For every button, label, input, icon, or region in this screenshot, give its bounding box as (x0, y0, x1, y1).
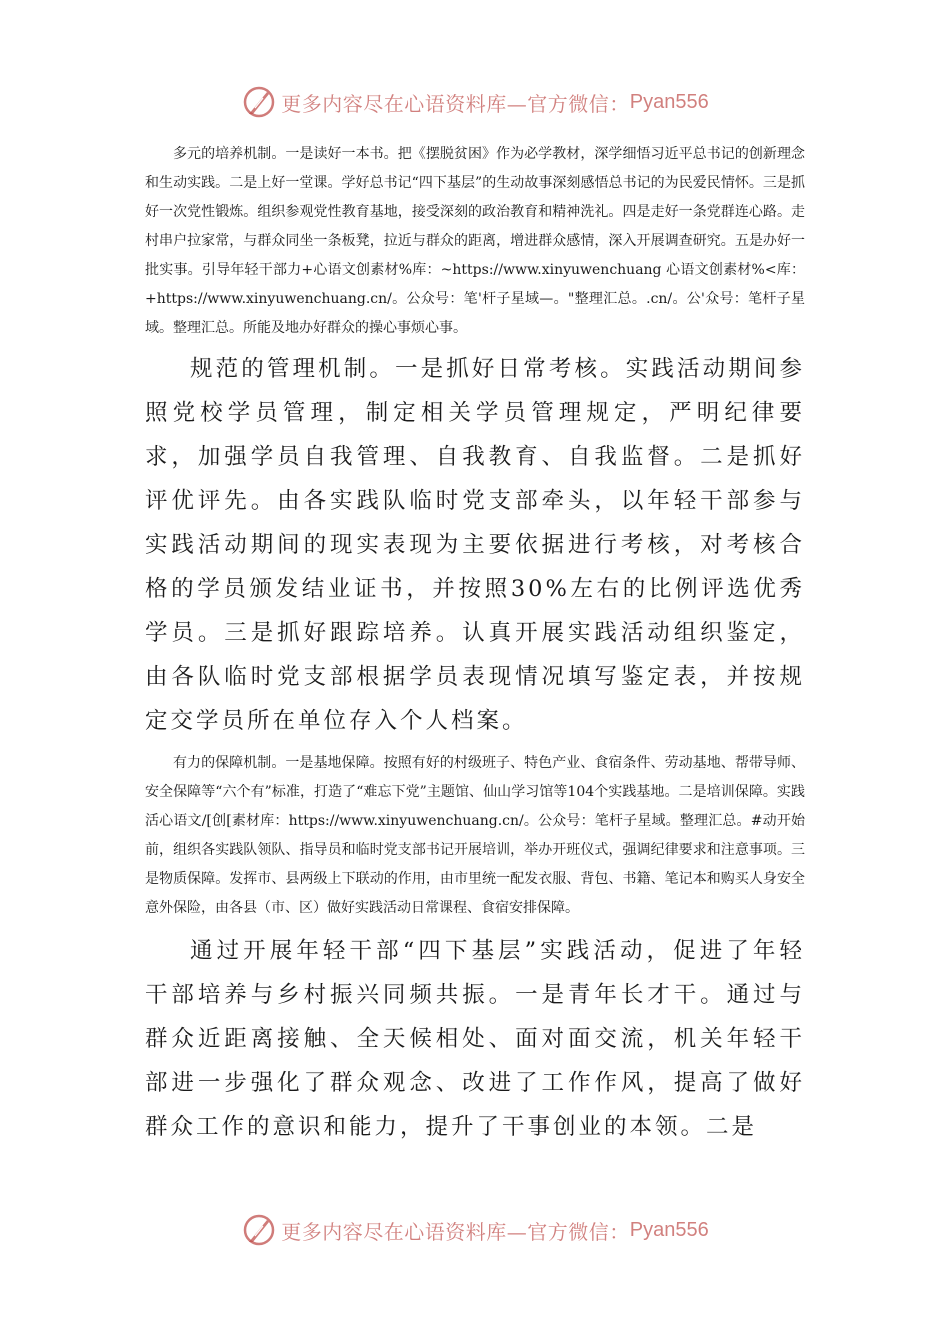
quill-logo-icon (241, 1212, 277, 1248)
document-body (145, 140, 805, 1149)
header-banner (0, 80, 950, 124)
quill-logo-icon (241, 84, 277, 120)
paragraph-training-mechanism: 多元的培养机制。一是读好一本书。把《摆脱贫困》作为必学教材，深学细悟习近平总书记的创新理念和生动实践。二是上好一堂课。学好总书记“四下基层”的生动故事深刻感悟总书记的为民爱民情怀。三是抓好一次党性锻炼。组织参观党性教育基地，接受深刻的政治教育和精神洗礼。四是走好一条党群连心路。走村串户拉家常，与群众同坐一条板凳，拉近与群众的距离，增进群众感情，深入开展调查研究。五是办好一批实事。引导年轻干部力+心语文创素材%库：~https://www.xinyuwenchuang 心语文创素材%<库：+https://www.xinyuwenchuang.cn/。公众号：笔'杆子星域—。"整理汇总。.cn/。公'众号：笔杆子星域。整理汇总。所能及地办好群众的操心事烦心事。 (145, 146, 805, 336)
banner-wechat-id: Pyan556 (629, 90, 709, 113)
banner-wechat-id: Pyan556 (629, 1218, 709, 1241)
banner-text: 更多内容尽在心语资料库—官方微信： (281, 1219, 630, 1244)
paragraph-management-mechanism: 规范的管理机制。一是抓好日常考核。实践活动期间参照党校学员管理，制定相关学员管理规定，严明纪律要求，加强学员自我管理、自我教育、自我监督。二是抓好评优评先。由各实践队临时党支部牵头，以年轻干部参与实践活动期间的现实表现为主要依据进行考核，对考核合格的学员颁发结业证书，并按照30%左右的比例评选优秀学员。三是抓好跟踪培养。认真开展实践活动组织鉴定，由各队临时党支部根据学员表现情况填写鉴定表，并按规定交学员所在单位存入个人档案。 (145, 356, 805, 734)
paragraph-outcomes: 通过开展年轻干部“四下基层”实践活动，促进了年轻干部培养与乡村振兴同频共振。一是青年长才干。通过与群众近距离接触、全天候相处、面对面交流，机关年轻干部进一步强化了群众观念、改进了工作作风，提高了做好群众工作的意识和能力，提升了干事创业的本领。二是 (145, 938, 805, 1140)
banner-text: 更多内容尽在心语资料库—官方微信： (281, 91, 630, 116)
paragraph-support-mechanism: 有力的保障机制。一是基地保障。按照有好的村级班子、特色产业、食宿条件、劳动基地、帮带导师、安全保障等“六个有”标准，打造了“难忘下党”主题馆、仙山学习馆等104个实践基地。二是培训保障。实践活心语文/[创[素材库：https://www.xinyuwenchuang.cn/。公众号：笔杆子星域。整理汇总。#动开始前，组织各实践队领队、指导员和临时党支部书记开展培训，举办开班仪式，强调纪律要求和注意事项。三是物质保障。发挥市、县两级上下联动的作用，由市里统一配发衣服、背包、书籍、笔记本和购买人身安全意外保险，由各县（市、区）做好实践活动日常课程、食宿安排保障。 (145, 755, 805, 916)
footer-banner (0, 1208, 950, 1252)
